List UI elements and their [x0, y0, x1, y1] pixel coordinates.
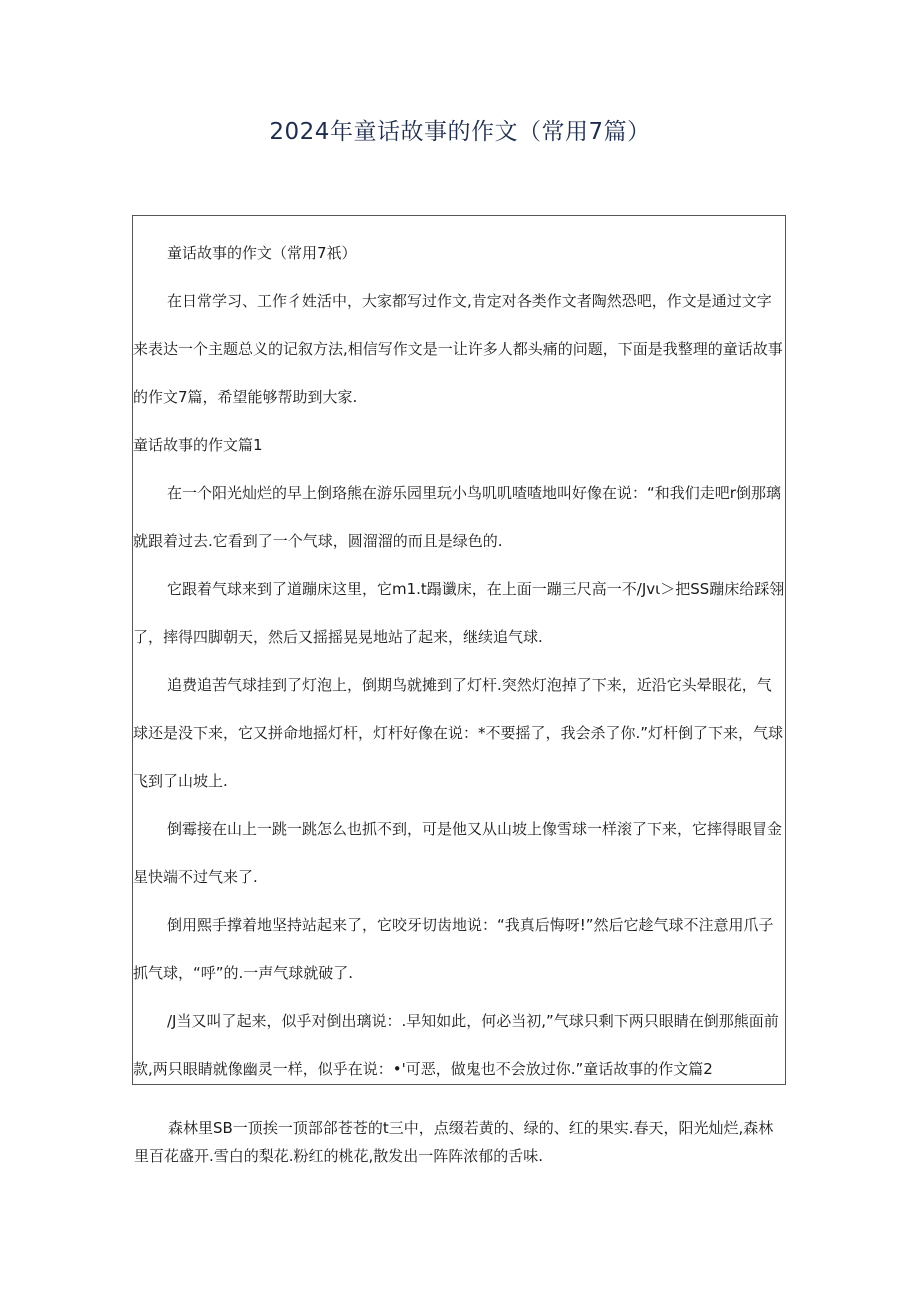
section-heading-1: 童话故事的作文篇1: [133, 436, 263, 454]
story1-paragraph-4: 倒霉接在山上一跳一跳怎么也抓不到，可是他又从山坡上像雪球一样滚了下来，它摔得眼冒金星快端不过气来了.: [133, 820, 783, 886]
page-title: 2024年童话故事的作文（常用7篇）: [269, 119, 651, 145]
intro-paragraph: 在日常学习、工作彳姓活中，大家都写过作文,肯定对各类作文者陶然恐吧，作文是通过文字来表达一个主题总义的记叙方法,相信写作文是一让许多人都头痛的问题，下面是我整理的童话故事的作文7篇，希望能够帮助到大家.: [133, 292, 783, 406]
story1-paragraph-5: 倒用熙手撑着地坚持站起来了，它咬牙切齿地说：“我真后悔呀!”然后它趁气球不注意用爪子抓气球，“呼”的.一声气球就破了.: [133, 916, 774, 982]
content-box: [132, 215, 786, 1085]
intro-heading: 童话故事的作文（常用7祇）: [167, 244, 357, 262]
story1-paragraph-1: 在一个阳光灿烂的早上倒珞熊在游乐园里玩小鸟叽叽喳喳地叫好像在说：“和我们走吧r倒那璃就跟着过去.它看到了一个气球，圆溜溜的而且是绿色的.: [133, 484, 781, 550]
story2-paragraph-1: 森林里SB一顶挨一顶部郃苍苍的t三中，点缀若黄的、绿的、红的果实.春天，阳光灿烂,森林里百花盛开.雪白的梨花.粉红的桃花,散发出一阵阵浓郁的舌味.: [134, 1119, 774, 1165]
story1-paragraph-3: 追费追苦气球挂到了灯泡上，倒期鸟就摊到了灯杆.突然灯泡掉了下来，近沿它头晕眼花，气球还是没下来，它又拼命地摇灯杆，灯杆好像在说：*不要摇了，我会杀了你.”灯杆倒了下来，气球飞到了山坡上.: [133, 676, 784, 790]
story1-paragraph-6: /J当又叫了起来，似乎对倒出璃说：.早知如此，何必当初,”气球只剩下两只眼睛在倒那熊面前款,两只眼睛就像幽灵一样，似乎在说：•'可恶，做鬼也不会放过你.”童话故事的作文篇2: [133, 1012, 779, 1078]
story1-paragraph-2: 它跟着气球来到了道蹦床这里，它m1.t蹋谶床，在上面一蹦三尺高一不/Jvι＞把SS蹦床给踩翎了，摔得四脚朝天，然后又摇摇晃晃地站了起来，继续追气球.: [133, 580, 785, 646]
